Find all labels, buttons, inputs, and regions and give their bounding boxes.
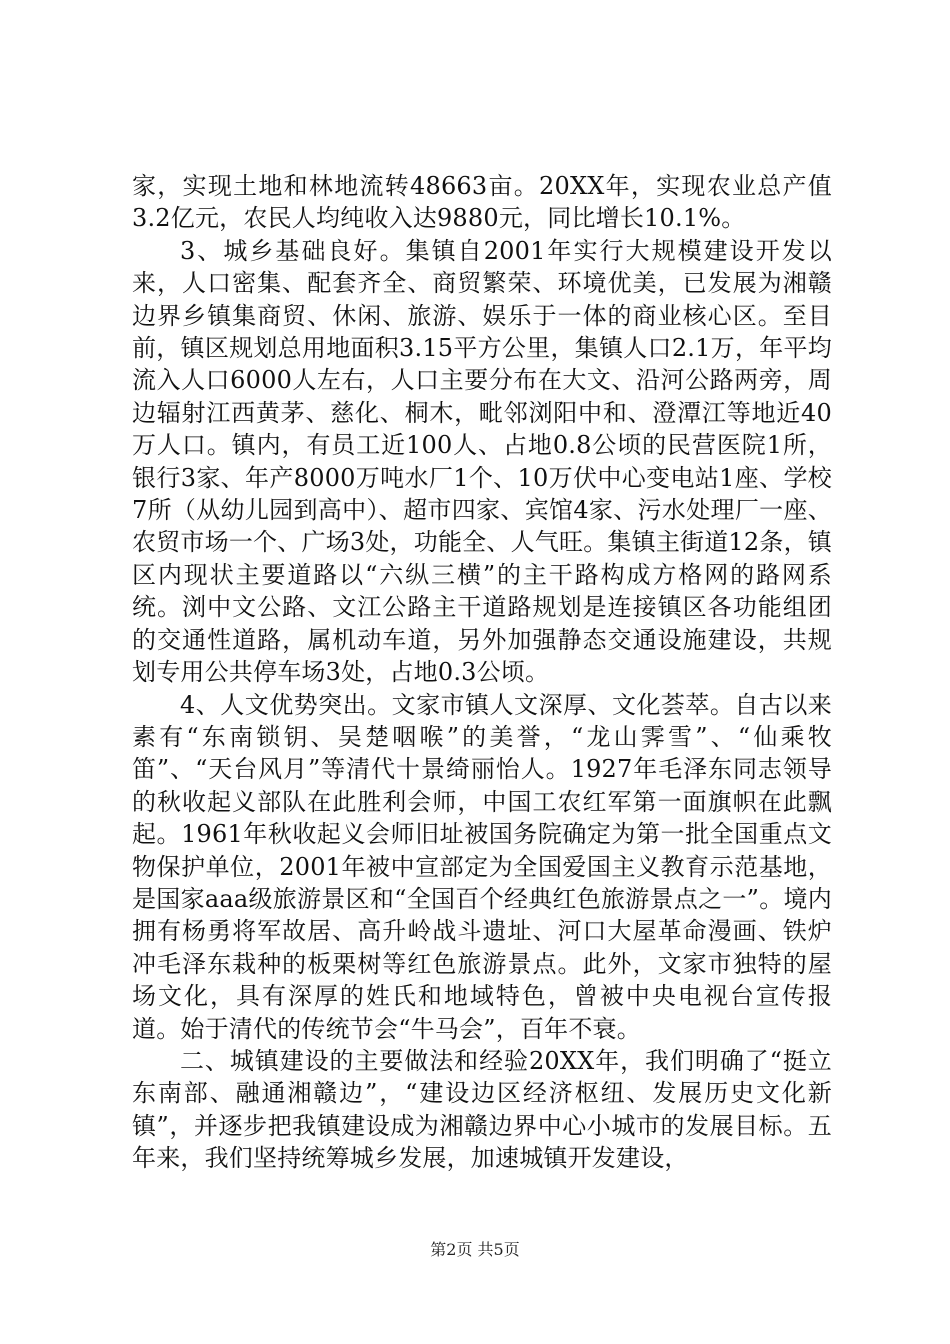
paragraph-cultural-advantage: 4、人文优势突出。文家市镇人文深厚、文化荟萃。自古以来素有“东南锁钥、吴楚咽喉”的美誉，“龙山霁雪”、“仙乘牧笛”、“天台风月”等清代十景绮丽怡人。1927年毛泽东同志领导的秋收起义部队在此胜利会师，中国工农红军第一面旗帜在此飘起。1961年秋收起义会师旧址被国务院确定为第一批全国重点文物保护单位，2001年被中宣部定为全国爱国主义教育示范基地，是国家aaa级旅游景区和“全国百个经典红色旅游景点之一”。境内拥有杨勇将军故居、高升岭战斗遗址、河口大屋革命漫画、铁炉冲毛泽东栽种的板栗树等红色旅游景点。此外，文家市独特的屋场文化，具有深厚的姓氏和地域特色，曾被中央电视台宣传报道。始于清代的传统节会“牛马会”，百年不衰。 [132, 690, 832, 1043]
paragraph-urban-rural-foundation: 3、城乡基础良好。集镇自2001年实行大规模建设开发以来，人口密集、配套齐全、商贸繁荣、环境优美，已发展为湘赣边界乡镇集商贸、休闲、旅游、娱乐于一体的商业核心区。至目前，镇区规划总用地面积3.15平方公里，集镇人口2.1万，年平均流入人口6000人左右，人口主要分布在大文、沿河公路两旁，周边辐射江西黄茅、慈化、桐木，毗邻浏阳中和、澄潭江等地近40万人口。镇内，有员工近100人、占地0.8公顷的民营医院1所，银行3家、年产8000万吨水厂1个、10万伏中心变电站1座、学校7所（从幼儿园到高中）、超市四家、宾馆4家、污水处理厂一座、农贸市场一个、广场3处，功能全、人气旺。集镇主街道12条，镇区内现状主要道路以“六纵三横”的主干路构成方格网的路网系统。浏中文公路、文江公路主干道路规划是连接镇区各功能组团的交通性道路，属机动车道，另外加强静态交通设施建设，共规划专用公共停车场3处，占地0.3公顷。 [132, 236, 832, 687]
page-number-footer: 第2页 共5页 [430, 1240, 520, 1259]
paragraph-continuation: 家，实现土地和林地流转48663亩。20XX年，实现农业总产值3.2亿元，农民人均纯收入达9880元，同比增长10.1%。 [132, 172, 832, 233]
document-body [132, 170, 832, 1175]
paragraph-town-construction: 二、城镇建设的主要做法和经验20XX年，我们明确了“挺立东南部、融通湘赣边”，“建设边区经济枢纽、发展历史文化新镇”，并逐步把我镇建设成为湘赣边界中心小城市的发展目标。五年来，我们坚持统筹城乡发展，加速城镇开发建设， [132, 1046, 832, 1173]
